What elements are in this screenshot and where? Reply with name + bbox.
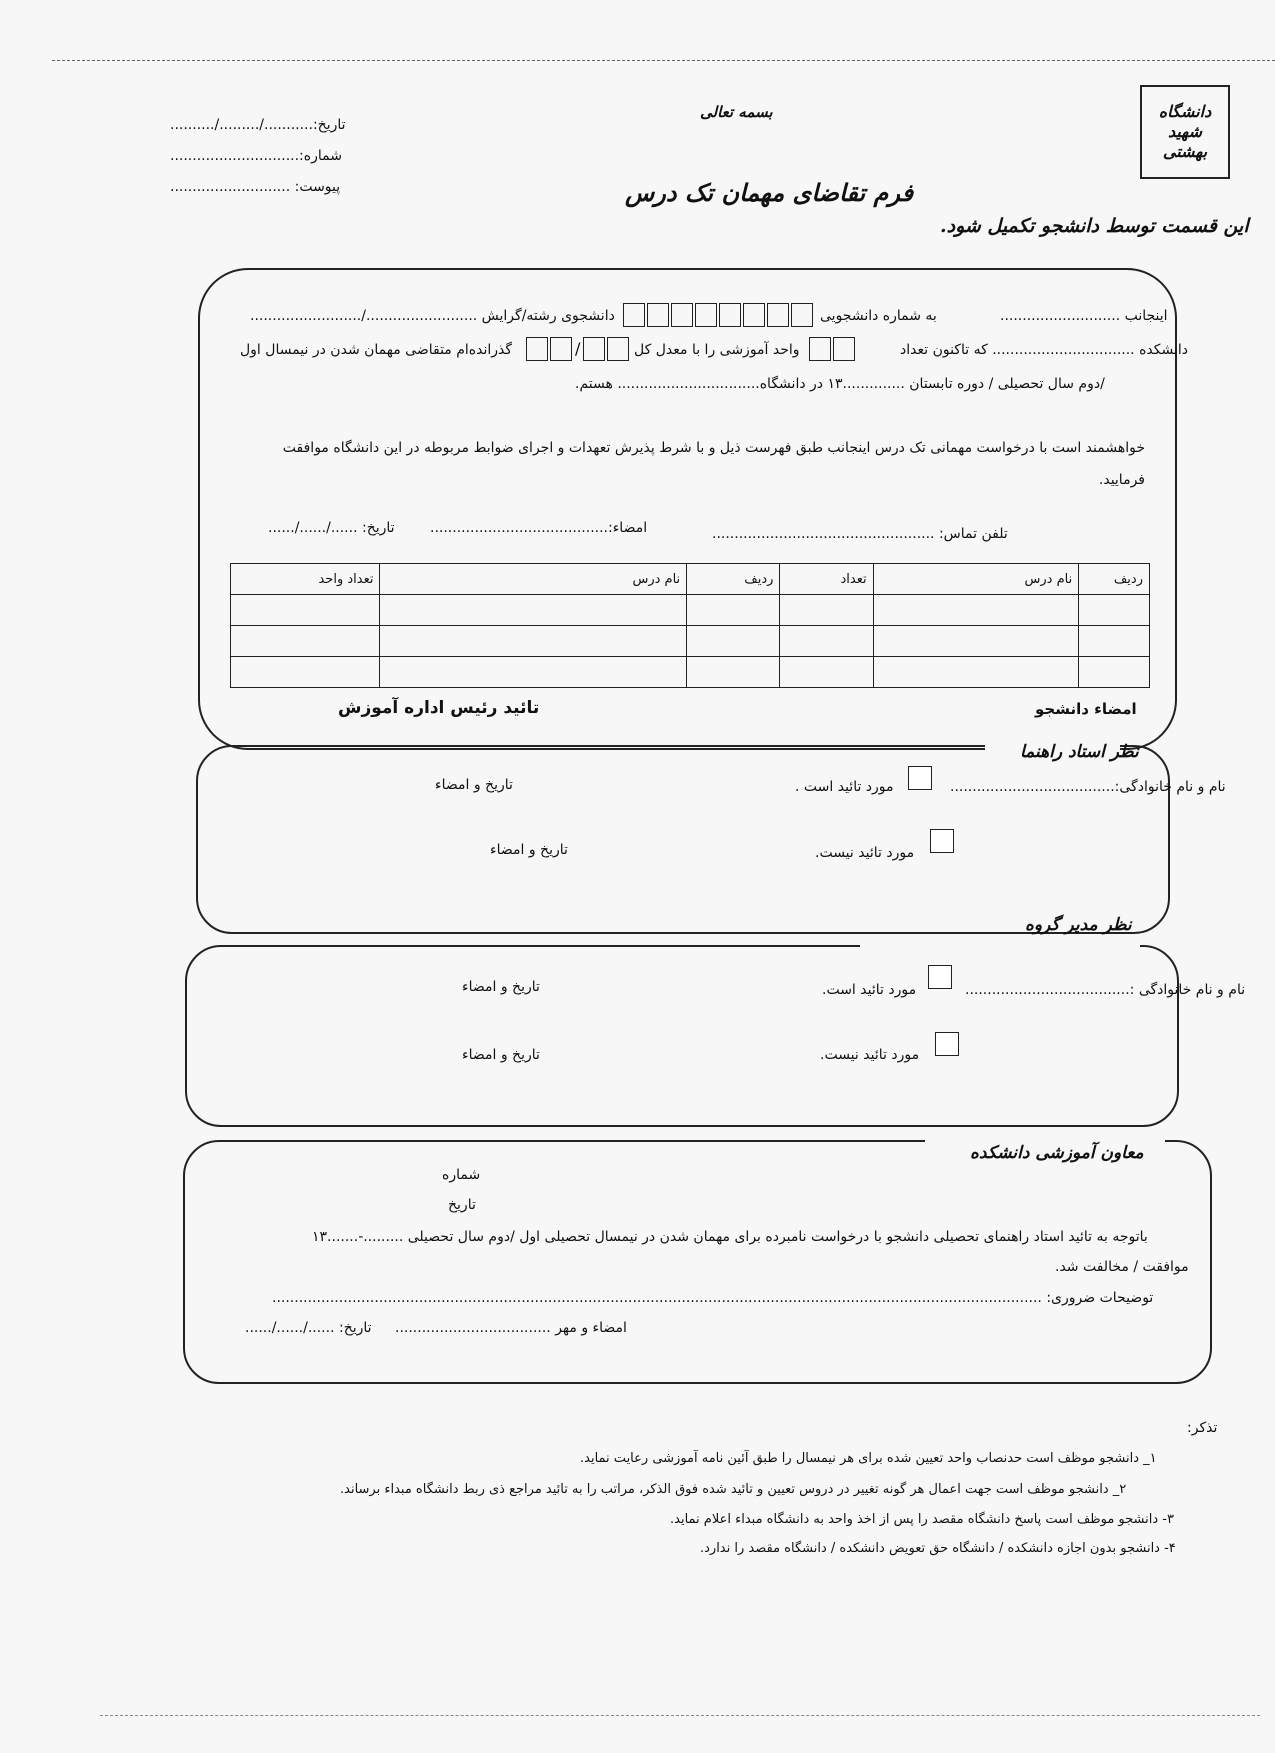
page-top-edge (52, 60, 1275, 61)
advisor-not-approved-label: مورد تائید نیست. (815, 845, 915, 861)
course-table (230, 563, 1150, 688)
units-count-boxes[interactable] (808, 337, 856, 361)
table-row[interactable] (231, 595, 1150, 626)
units-label: واحد آموزشی را با معدل کل (634, 342, 800, 358)
table-row[interactable] (231, 657, 1150, 688)
gpa-boxes[interactable]: / (525, 337, 630, 361)
deputy-sign-stamp-field[interactable]: امضاء و مهر ................................... (395, 1320, 627, 1336)
bismillah-text: بسمه تعالی (700, 103, 773, 121)
student-name-field[interactable]: اینجانب ........................... (1000, 308, 1168, 324)
deputy-date-field[interactable]: تاریخ: ....../....../...... (245, 1320, 372, 1336)
deputy-number-label: شماره (442, 1167, 481, 1183)
dept-date-sign-1: تاریخ و امضاء (462, 979, 540, 995)
logo-text: دانشگاه شهید بهشتی (1158, 102, 1212, 161)
student-id-label: به شماره دانشجویی (820, 308, 937, 324)
faculty-field[interactable]: دانشکده ................................ که تاکنون تعداد (900, 342, 1188, 358)
advisor-section-title: نظر استاد راهنما (1020, 742, 1139, 762)
advisor-date-sign-1: تاریخ و امضاء (435, 777, 513, 793)
header-attachment-field[interactable]: پیوست: ........................... (170, 179, 341, 195)
col-row-left: ردیف (687, 564, 780, 595)
dept-section-title: نظر مدیر گروه (1025, 915, 1132, 935)
col-count-right: تعداد (780, 564, 873, 595)
reminder-item-1: ۱_ دانشجو موظف است حدنصاب واحد تعیین شده برای هر نیمسال را طبق آئین نامه آموزشی رعایت نماید. (580, 1451, 1157, 1466)
dept-section-box (185, 945, 1179, 1127)
col-row-right: ردیف (1079, 564, 1150, 595)
advisor-approved-label: مورد تائید است . (795, 779, 894, 795)
course-table-header (231, 564, 1150, 595)
advisor-approved-checkbox[interactable] (908, 766, 932, 790)
dept-approved-label: مورد تائید است. (822, 982, 917, 998)
advisor-name-field[interactable]: نام و نام خانوادگی:..................................... (950, 779, 1226, 795)
deputy-date-title: تاریخ (448, 1197, 476, 1213)
header-date-field[interactable]: تاریخ:.........../........./.......... (170, 117, 346, 133)
deputy-notes-field[interactable]: توضیحات ضروری: ............................................................................................................................................................................. (272, 1290, 1154, 1306)
reminder-item-2: ۲_ دانشجو موظف است جهت اعمال هر گونه تغییر در دروس تعیین و تائید شده فوق الذکر، مراتب را به تائید مراجع ذی ربط دانشگاه مبداء برساند. (340, 1482, 1127, 1497)
reminder-item-4: ۴- دانشجو بدون اجازه دانشکده / دانشگاه حق تعویض دانشکده / دانشگاه مقصد را ندارد. (700, 1541, 1176, 1556)
semester-request-text: گذرانده‌ام متقاضی مهمان شدن در نیمسال اول (240, 342, 513, 358)
student-signature-field[interactable]: امضاء:........................................ (430, 520, 648, 536)
page-bottom-edge (100, 1715, 1260, 1716)
student-date-field[interactable]: تاریخ: ....../....../...... (268, 520, 395, 536)
student-signature-label: امضاء دانشجو (1035, 700, 1137, 718)
form-title: فرم تقاضای مهمان تک درس (625, 178, 914, 207)
dept-not-approved-label: مورد تائید نیست. (820, 1047, 920, 1063)
request-paragraph: خواهشمند است با درخواست مهمانی تک درس اینجانب طبق فهرست ذیل و با شرط پذیرش تعهدات و اجرای ضوابط مربوطه در این دانشگاه موافقت فرمایید. (282, 440, 1145, 488)
deputy-body-line2: موافقت / مخالفت شد. (1055, 1259, 1189, 1275)
dept-approved-checkbox[interactable] (928, 965, 952, 989)
col-units-left: تعداد واحد (231, 564, 380, 595)
reminder-item-3: ۳- دانشجو موظف است پاسخ دانشگاه مقصد را پس از اخذ واحد به دانشگاه مبداء اعلام نماید. (670, 1512, 1174, 1527)
dept-name-field[interactable]: نام و نام خانوادگی :..................................... (965, 982, 1246, 998)
phone-field[interactable]: تلفن تماس: .................................................. (712, 526, 1008, 542)
col-course-left: نام درس (380, 564, 687, 595)
deputy-section-title: معاون آموزشی دانشکده (970, 1143, 1144, 1163)
deputy-body-line1: باتوجه به تائید استاد راهنمای تحصیلی دانشجو با درخواست نامبرده برای مهمان شدن در نیمسال تحصیلی اول /دوم سال تحصیلی .........-.......۱۳ (312, 1229, 1148, 1245)
advisor-not-approved-checkbox[interactable] (930, 829, 954, 853)
academic-year-field[interactable]: /دوم سال تحصیلی / دوره تابستان ..............۱۳ در دانشگاه................................ هستم. (575, 376, 1105, 392)
advisor-date-sign-2: تاریخ و امضاء (490, 842, 568, 858)
dept-date-sign-2: تاریخ و امضاء (462, 1047, 540, 1063)
reminders-title: تذکر: (1187, 1420, 1218, 1436)
dept-not-approved-checkbox[interactable] (935, 1032, 959, 1056)
major-field[interactable]: دانشجوی رشته/گرایش ........................./......................... (250, 308, 615, 324)
student-id-boxes[interactable] (622, 303, 814, 327)
col-course-right: نام درس (873, 564, 1079, 595)
university-logo (1140, 85, 1230, 179)
head-approval-label: تائید رئیس اداره آموزش (338, 698, 540, 718)
student-fill-note: این قسمت توسط دانشجو تکمیل شود. (940, 215, 1249, 237)
header-number-field[interactable]: شماره:............................. (170, 148, 342, 164)
table-row[interactable] (231, 626, 1150, 657)
advisor-section-box (196, 745, 1170, 934)
